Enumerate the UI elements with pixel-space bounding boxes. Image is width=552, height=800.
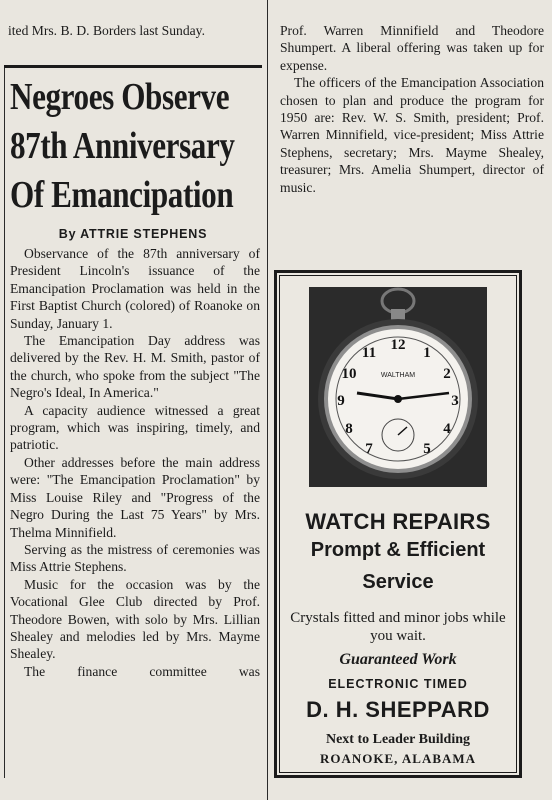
article-paragraph: The Emancipation Day address was delivered by the Rev. H. M. Smith, pastor of the church, who spoke from the subject "The Negro's Ideal, In America." (10, 333, 260, 401)
headline-rule (4, 65, 262, 68)
article-paragraph: A capacity audience witnessed a great program, which was inspiring, timely, and patriotic. (10, 402, 260, 453)
ad-city: ROANOKE, ALABAMA (319, 751, 477, 766)
ad-headline: WATCH REPAIRS (305, 509, 491, 534)
officers-paragraph: The officers of the Emancipation Association chosen to plan and produce the program for 1950 are: Rev. W. S. Smith, president; Prof. Warren Minnifield, vice-president; Miss Attrie Stephens, secretary; Mrs. Mayme Shealey, treasurer; Mrs. Amelia Shumpert, director of music. (280, 75, 544, 195)
column-divider (267, 0, 268, 800)
article-paragraph: The finance committee was (24, 663, 260, 679)
article-body (4, 70, 262, 680)
article-paragraph: Music for the occasion was by the Vocational Glee Club directed by Prof. Theodore Bowen, with solo by Mrs. Lillian Shealey and melodies led by Mrs. Mayme Shealey. (10, 576, 260, 662)
continued-paragraph: Prof. Warren Minnifield and Theodore Shumpert. A liberal offering was taken up for expense. (280, 23, 544, 73)
right-column (274, 22, 546, 196)
ad-business-name: D. H. SHEPPARD (306, 697, 490, 722)
headline-line-2: 87th Anniversary (10, 125, 235, 167)
dial-numeral: 5 (423, 441, 431, 457)
watch-repair-ad (274, 270, 522, 778)
byline: By ATTRIE STEPHENS (58, 227, 208, 241)
dial-numeral: 3 (451, 393, 459, 409)
ad-electronic-timed: ELECTRONIC TIMED (328, 677, 468, 691)
dial-numeral: 11 (361, 345, 377, 361)
dial-numeral: 1 (423, 345, 431, 361)
dial-numeral: 4 (443, 421, 451, 437)
ad-guaranteed: Guaranteed Work (339, 651, 457, 668)
dial-numeral: 12 (390, 337, 406, 353)
article-paragraph: Serving as the mistress of ceremonies was Miss Attrie Stephens. (10, 541, 260, 575)
dial-numeral: 8 (345, 421, 353, 437)
left-column (4, 0, 262, 39)
dial-numeral: 9 (337, 393, 345, 409)
dial-numeral: 2 (443, 366, 451, 382)
article-paragraph: Other addresses before the main address were: "The Emancipation Proclamation" by Miss Louise Riley and "Progress of the Negro During the Last 75 Years" by Mrs. Thelma Minnifield. (10, 454, 260, 540)
dial-numeral: 10 (341, 366, 357, 382)
ad-location: Next to Leader Building (325, 732, 471, 747)
article-paragraph: Observance of the 87th anniversary of President Lincoln's issuance of the Emancipation Proclamation was held in the First Baptist Church (colored) of Roanoke on Sunday, January 1. (10, 246, 260, 331)
headline-line-3: Of Emancipation (10, 174, 234, 216)
dial-numeral: 7 (365, 441, 373, 457)
pocket-watch-icon (309, 287, 487, 487)
ad-subheadline: Prompt & Efficient (310, 539, 486, 561)
ad-crystals-text: Crystals fitted and minor jobs while you wait. (290, 610, 506, 644)
watch-brand: WALTHAM (380, 372, 416, 379)
ad-service: Service (362, 571, 434, 593)
headline-line-1: Negroes Observe (10, 76, 230, 118)
top-fragment: ited Mrs. B. D. Borders last Sunday. (8, 23, 205, 38)
